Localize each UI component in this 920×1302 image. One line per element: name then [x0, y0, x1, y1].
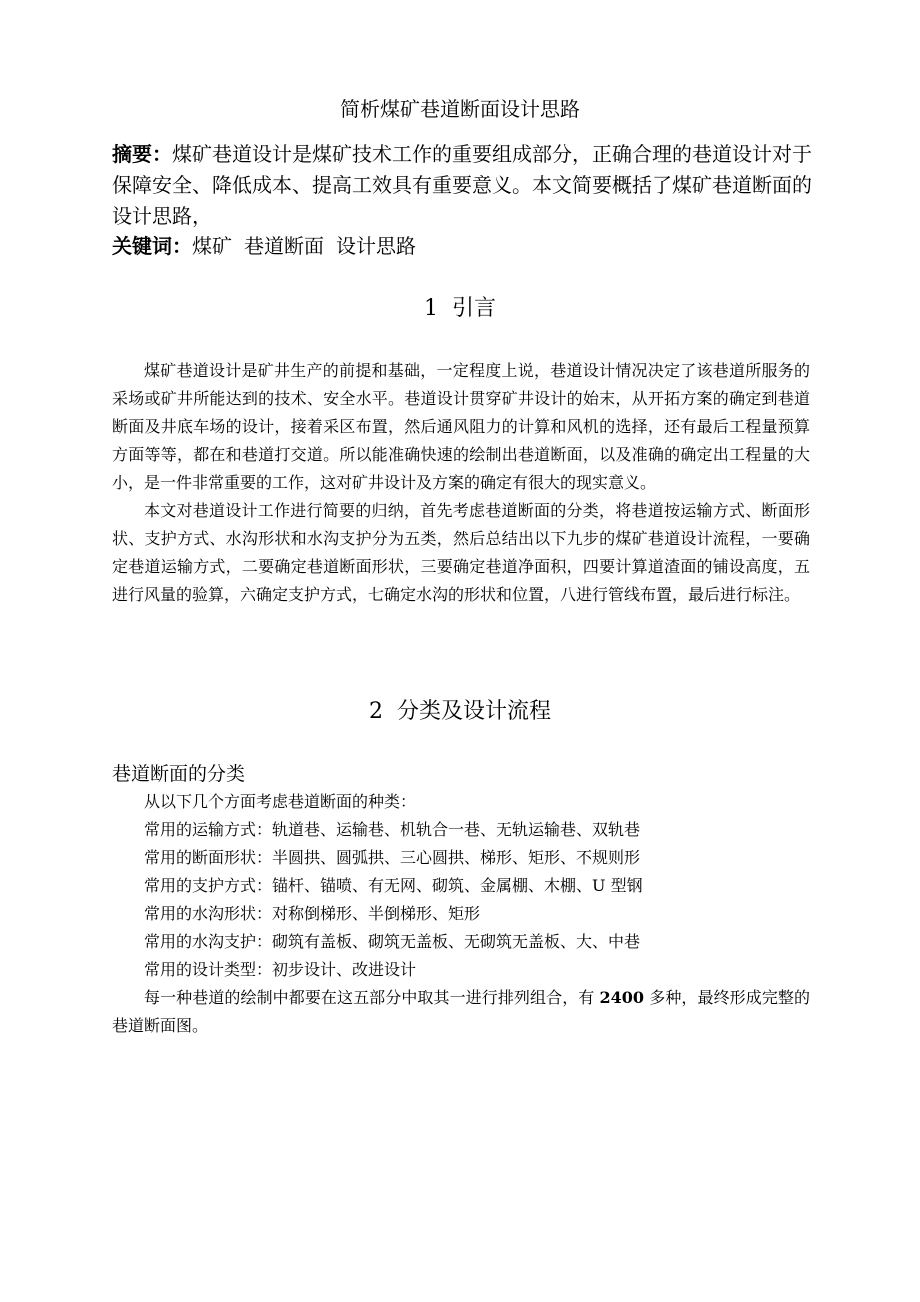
abstract [112, 139, 812, 232]
section-number: 2 [368, 699, 383, 724]
section-number: 1 [423, 296, 438, 321]
section-1-heading [0, 294, 920, 324]
paragraph: 本文对巷道设计工作进行简要的归纳，首先考虑巷道断面的分类，将巷道按运输方式、断面形状、支护方式、水沟形状和水沟支护分为五类，然后总结出以下九步的煤矿巷道设计流程，一要确定巷道运输方式，二要确定巷道断面形状，三要确定巷道净面积，四要计算道渣面的铺设高度，五进行风量的验算，六确定支护方式，七确定水沟的形状和位置，八进行管线布置，最后进行标注。 [112, 501, 810, 604]
closing-text: 每一种巷道的绘制中都要在这五部分中取其一进行排列组合，有 [144, 988, 600, 1007]
list-item: 常用的运输方式：轨道巷、运输巷、机轨合一巷、无轨运输巷、双轨巷 [144, 820, 641, 839]
abstract-text: 煤矿巷道设计是煤矿技术工作的重要组成部分，正确合理的巷道设计对于保障安全、降低成本、提高工效具有重要意义。本文简要概括了煤矿巷道断面的设计思路， [112, 142, 812, 228]
list-intro: 从以下几个方面考虑巷道断面的种类： [144, 792, 417, 811]
document-title: 简析煤矿巷道断面设计思路 [340, 97, 580, 121]
section-title: 引言 [451, 296, 496, 321]
closing-paragraph [112, 984, 810, 1040]
subsection-heading: 巷道断面的分类 [112, 763, 246, 785]
classification-list [112, 788, 810, 1040]
list-item: 常用的水沟支护：砌筑有盖板、砌筑无盖板、无砌筑无盖板、大、中巷 [144, 932, 641, 951]
keyword-item: 煤矿 [192, 234, 232, 258]
keyword-item: 巷道断面 [244, 234, 324, 258]
keywords-label: 关键词： [112, 234, 192, 258]
section-2-heading [0, 697, 920, 727]
list-item: 常用的设计类型：初步设计、改进设计 [144, 960, 417, 979]
abstract-label: 摘要： [112, 142, 172, 166]
keyword-item: 设计思路 [336, 234, 416, 258]
list-item: 常用的支护方式：锚杆、锚喷、有无网、砌筑、金属棚、木棚、U 型钢 [144, 876, 643, 895]
section-title: 分类及设计流程 [396, 699, 551, 724]
paragraph: 煤矿巷道设计是矿井生产的前提和基础，一定程度上说，巷道设计情况决定了该巷道所服务的采场或矿井所能达到的技术、安全水平。巷道设计贯穿矿井设计的始末，从开拓方案的确定到巷道断面及井底车场的设计，接着采区布置，然后通风阻力的计算和风机的选择，还有最后工程量预算方面等等，都在和巷道打交道。所以能准确快速的绘制出巷道断面，以及准确的确定出工程量的大小，是一件非常重要的工作，这对矿井设计及方案的确定有很大的现实意义。 [112, 361, 810, 492]
section-1-body [112, 357, 810, 609]
combination-count: 2400 [599, 988, 645, 1007]
closing-text: 多种，最终形成完整的巷道断面图。 [112, 988, 810, 1035]
keywords [112, 231, 812, 262]
list-item: 常用的水沟形状：对称倒梯形、半倒梯形、矩形 [144, 904, 481, 923]
list-item: 常用的断面形状：半圆拱、圆弧拱、三心圆拱、梯形、矩形、不规则形 [144, 848, 641, 867]
